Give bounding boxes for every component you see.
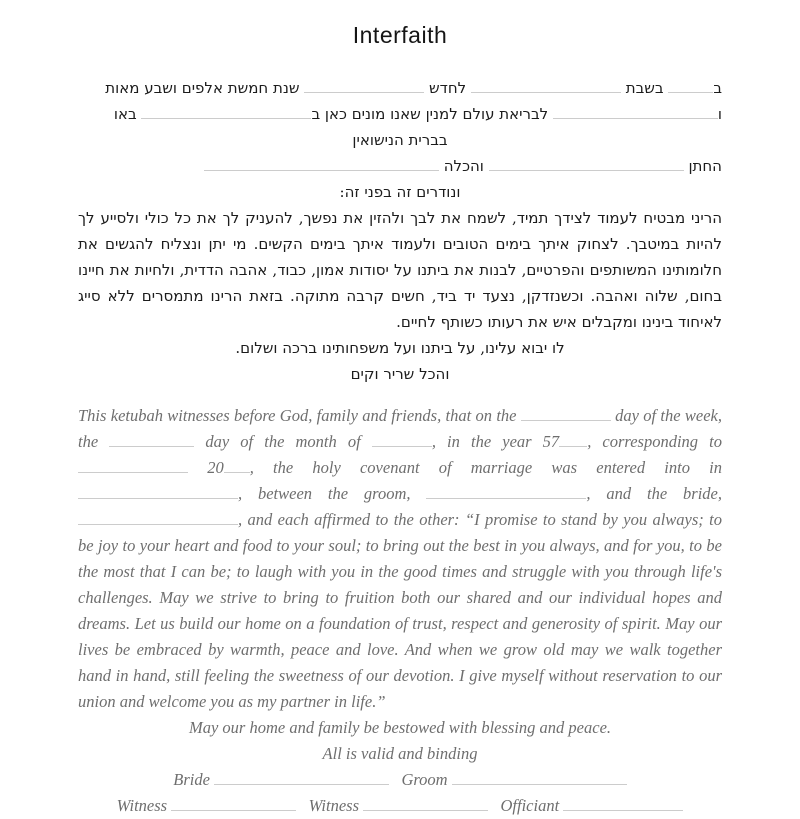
english-blessing-line: May our home and family be bestowed with blessing and peace.: [188, 718, 612, 737]
blank-hebrew-year: [553, 105, 718, 119]
blank-witness-2-signature: [363, 796, 488, 811]
hebrew-vow-intro: ונודרים זה בפני זה:: [339, 183, 461, 201]
blank-location: [78, 484, 238, 499]
blank-witness-1-signature: [171, 796, 296, 811]
hebrew-date-line-2: ו לבריאת עולם למנין שאנו מונים כאן ב באו: [113, 105, 722, 123]
signature-row-witnesses-officiant: Witness Witness Officiant: [78, 793, 722, 819]
blank-bride-name: [78, 510, 238, 525]
hebrew-covenant-heading: בברית הנישואין: [352, 131, 448, 149]
blank-hebrew-groom-name: [489, 157, 684, 171]
blank-day-of-week: [521, 406, 611, 421]
blank-month: [372, 432, 432, 447]
page-title: Interfaith: [352, 22, 448, 48]
blank-hebrew-bride-name: [204, 157, 439, 171]
blank-hebrew-month: [304, 79, 424, 93]
signature-row-bride-groom: Bride Groom: [78, 767, 722, 793]
blank-civil-year-suffix: [224, 458, 250, 473]
blank-groom-signature: [452, 770, 627, 785]
blank-hebrew-year-suffix: [559, 432, 587, 447]
blank-hebrew-day-of-week: [668, 79, 713, 93]
english-vow-paragraph: This ketubah witnesses before God, family and friends, that on the day of the week, the day of the month of , in the year 57 , corresponding to 20 , the holy covenant of marriage was entered into in , between the groom, , and the bride, , and each affirmed to the other: “I promise to stand by you always; to be joy to your heart and food to your soul; to bring out the best in you always, and for you, to be the most that I can be; to laugh with you in the good times and struggle with you through life's challenges. May we strive to bring to fruition both our shared and our individual hopes and dreams. Let us build our home on a foundation of trust, respect and generosity of spirit. May our lives be embraced by warmth, peace and love. And when we grow old may we walk together hand in hand, still feeling the sweetness of our devotion. I give myself without reservation to our union and welcome you as my partner in life.”: [78, 406, 723, 711]
hebrew-blessing-line: לו יבוא עלינו, על ביתנו ועל משפחותינו ברכה ושלום.: [235, 339, 565, 357]
blank-officiant-signature: [563, 796, 683, 811]
hebrew-vow-paragraph: הריני מבטיח לעמוד לצידך תמיד, לשמח את לבך ולהזין את נפשך, להעניק לך את כל כולי ולסייע לך להיות במיטבך. לצחוק איתך בימים הטובים ולעמוד איתך בימים הקשים. מי יתן ונצליח להגשים את חלומותינו המשותפים והפרטיים, לבנות את ביתנו על יסודות אמון, כבוד, אהבה הדדית, ולחיות את חיינו בחום, שלוה ואהבה. וכשנזדקן, נצעד יד ביד, חשים קרבה מתוקה. בזאת הרינו מתמסרים ללא סייג לאיחוד בינינו ומקבלים איש את רעותו כשותף לחיים.: [78, 209, 722, 331]
blank-hebrew-day-of-month: [471, 79, 621, 93]
hebrew-date-line-1: ב בשבת לחדש שנת חמשת אלפים ושבע מאות: [105, 79, 722, 97]
hebrew-text-section: [78, 75, 722, 387]
blank-groom-name: [426, 484, 586, 499]
blank-civil-date: [78, 458, 188, 473]
blank-hebrew-place: [141, 105, 311, 119]
english-valid-binding-line: All is valid and binding: [322, 744, 478, 763]
hebrew-groom-bride-line: החתן והכלה: [78, 153, 722, 179]
blank-day-of-month: [109, 432, 194, 447]
english-text-section: [78, 403, 722, 819]
blank-bride-signature: [214, 770, 389, 785]
hebrew-closing-line: והכל שריר וקים: [350, 365, 450, 383]
